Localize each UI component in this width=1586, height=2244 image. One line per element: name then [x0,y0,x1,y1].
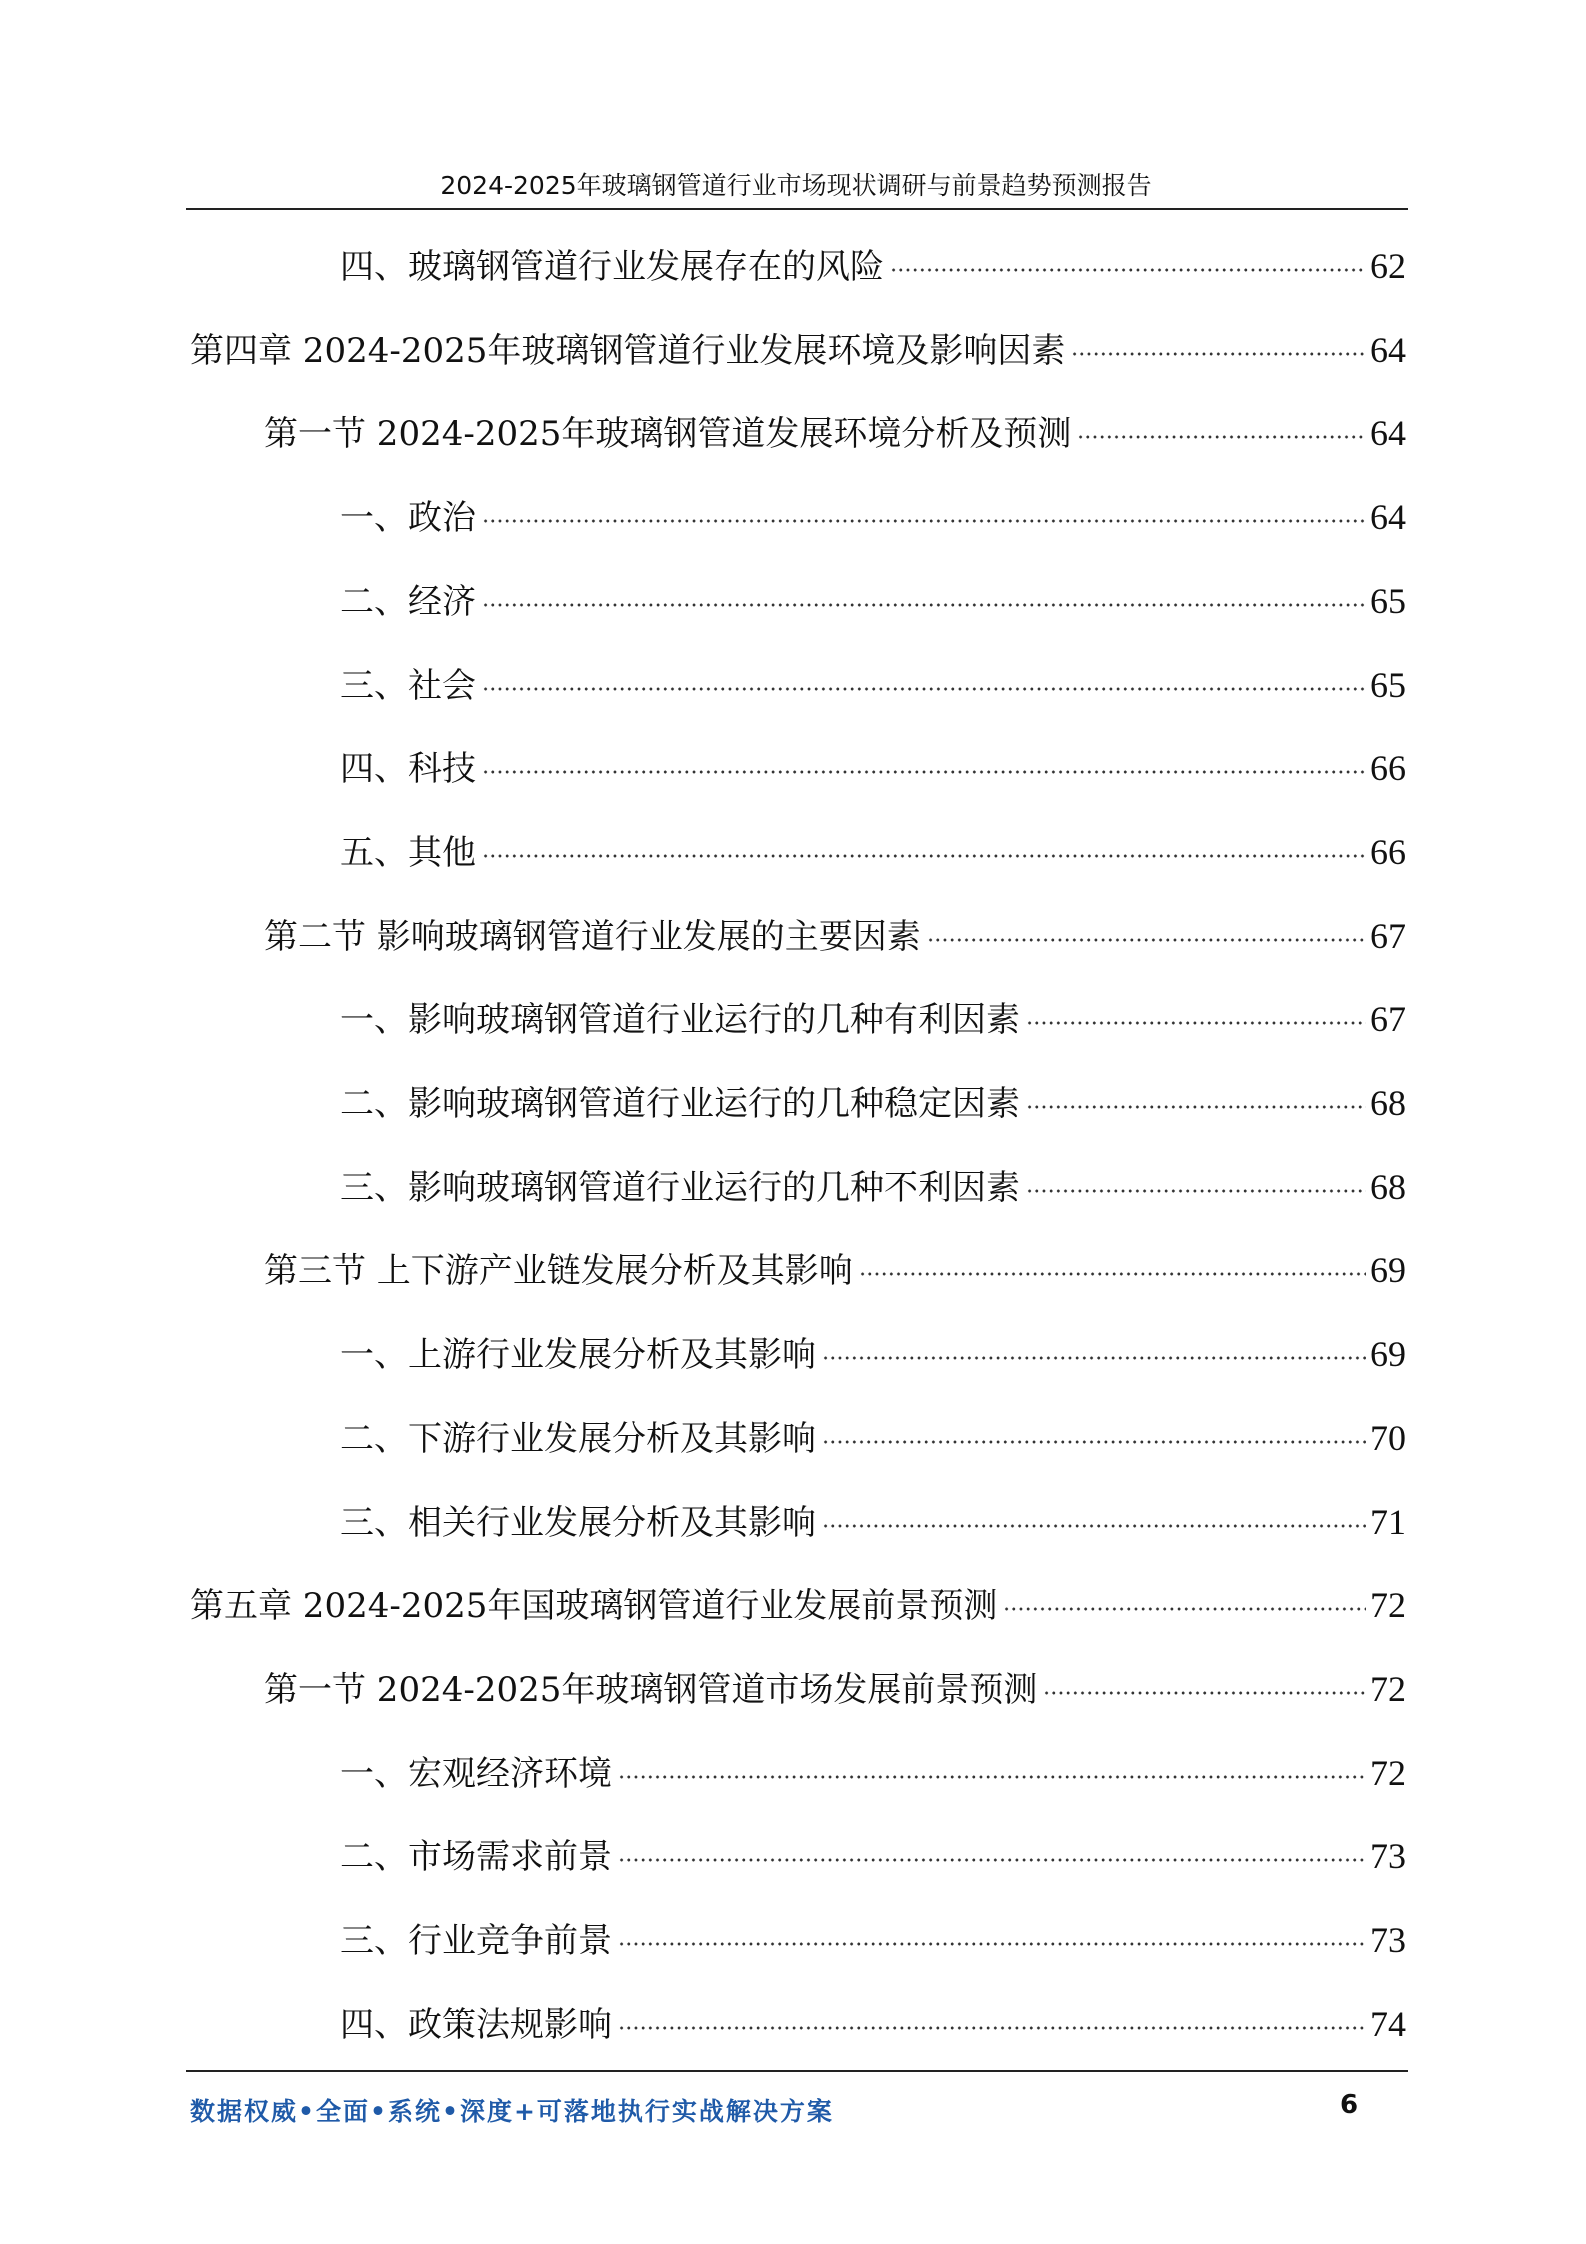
toc-entry-page-number: 64 [1370,413,1406,453]
toc-entry-page-number: 67 [1370,999,1406,1039]
toc-entry-title: 第五章 2024-2025年国玻璃钢管道行业发展前景预测 [190,1586,998,1626]
toc-entry-item[interactable] [340,1902,1406,1961]
dot-leader [1071,312,1366,362]
toc-entry-page-number: 62 [1370,246,1406,286]
toc-entry-item[interactable] [340,730,1406,789]
toc-entry-page-number: 68 [1370,1167,1406,1207]
toc-entry-page-number: 66 [1370,832,1406,872]
toc-entry-title: 一、宏观经济环境 [340,1754,612,1794]
toc-entry-item[interactable] [340,1065,1406,1124]
toc-entry-section[interactable] [264,395,1406,454]
toc-entry-title: 第一节 2024-2025年玻璃钢管道市场发展前景预测 [264,1670,1038,1710]
toc-entry-page-number: 67 [1370,916,1406,956]
toc-entry-item[interactable] [340,563,1406,622]
dot-leader [890,228,1366,278]
toc-entry-item[interactable] [340,1484,1406,1543]
toc-entry-page-number: 70 [1370,1418,1406,1458]
toc-entry-page-number: 73 [1370,1920,1406,1960]
page-number: 6 [1340,2090,1359,2120]
dot-leader [1026,1149,1366,1199]
dot-leader [1026,981,1366,1031]
dot-leader [1077,395,1366,445]
toc-entry-title: 第二节 影响玻璃钢管道行业发展的主要因素 [264,917,921,957]
dot-leader [618,1818,1366,1868]
dot-leader [859,1232,1366,1282]
toc-entry-title: 第三节 上下游产业链发展分析及其影响 [264,1251,853,1291]
dot-leader [618,1902,1366,1952]
dot-leader [927,898,1366,948]
toc-entry-section[interactable] [264,1651,1406,1710]
toc-entry-item[interactable] [340,1735,1406,1794]
dot-leader [822,1484,1366,1534]
dot-leader [1026,1065,1366,1115]
toc-entry-title: 一、影响玻璃钢管道行业运行的几种有利因素 [340,1000,1020,1040]
toc-entry-section[interactable] [264,898,1406,957]
toc-entry-page-number: 65 [1370,581,1406,621]
toc-entry-chapter[interactable] [190,1567,1406,1626]
dot-leader [482,814,1366,864]
toc-entry-item[interactable] [340,1986,1406,2045]
toc-entry-section[interactable] [264,1232,1406,1291]
dot-leader [482,563,1366,613]
dot-leader [482,730,1366,780]
dot-leader [618,1735,1366,1785]
toc-entry-page-number: 72 [1370,1753,1406,1793]
toc-entry-title: 二、市场需求前景 [340,1837,612,1877]
toc-entry-title: 第四章 2024-2025年玻璃钢管道行业发展环境及影响因素 [190,331,1066,371]
toc-entry-title: 三、影响玻璃钢管道行业运行的几种不利因素 [340,1168,1020,1208]
toc-entry-item[interactable] [340,1818,1406,1877]
toc-entry-title: 一、政治 [340,498,476,538]
toc-entry-item[interactable] [340,814,1406,873]
dot-leader [482,647,1366,697]
toc-entry-page-number: 74 [1370,2004,1406,2044]
footer-divider [186,2070,1408,2072]
running-header-title: 2024-2025年玻璃钢管道行业市场现状调研与前景趋势预测报告 [440,171,1152,200]
toc-entry-title: 一、上游行业发展分析及其影响 [340,1335,816,1375]
toc-entry-title: 四、政策法规影响 [340,2005,612,2045]
toc-entry-title: 三、行业竞争前景 [340,1921,612,1961]
dot-leader [822,1400,1366,1450]
toc-entry-title: 三、社会 [340,666,476,706]
toc-entry-item[interactable] [340,228,1406,287]
toc-entry-title: 二、下游行业发展分析及其影响 [340,1419,816,1459]
dot-leader [618,1986,1366,2036]
dot-leader [1003,1567,1366,1617]
dot-leader [482,479,1366,529]
toc-entry-page-number: 65 [1370,665,1406,705]
toc-entry-page-number: 69 [1370,1250,1406,1290]
toc-entry-title: 五、其他 [340,833,476,873]
toc-entry-title: 三、相关行业发展分析及其影响 [340,1503,816,1543]
toc-entry-item[interactable] [340,1149,1406,1208]
toc-entry-title: 四、科技 [340,749,476,789]
toc-entry-page-number: 72 [1370,1669,1406,1709]
toc-entry-item[interactable] [340,981,1406,1040]
toc-entry-page-number: 64 [1370,497,1406,537]
toc-entry-page-number: 69 [1370,1334,1406,1374]
toc-entry-title: 二、经济 [340,582,476,622]
toc-entry-page-number: 72 [1370,1585,1406,1625]
dot-leader [822,1316,1366,1366]
header-divider [186,208,1408,210]
toc-entry-page-number: 68 [1370,1083,1406,1123]
toc-entry-item[interactable] [340,1316,1406,1375]
toc-entry-item[interactable] [340,1400,1406,1459]
toc-entry-chapter[interactable] [190,312,1406,371]
toc-entry-page-number: 71 [1370,1502,1406,1542]
toc-entry-item[interactable] [340,647,1406,706]
dot-leader [1043,1651,1366,1701]
toc-entry-page-number: 73 [1370,1836,1406,1876]
toc-entry-item[interactable] [340,479,1406,538]
toc-entry-title: 第一节 2024-2025年玻璃钢管道发展环境分析及预测 [264,414,1072,454]
toc-entry-title: 四、玻璃钢管道行业发展存在的风险 [340,247,884,287]
toc-entry-page-number: 64 [1370,330,1406,370]
toc-entry-page-number: 66 [1370,748,1406,788]
footer-slogan: 数据权威•全面•系统•深度+可落地执行实战解决方案 [190,2097,834,2126]
toc-entry-title: 二、影响玻璃钢管道行业运行的几种稳定因素 [340,1084,1020,1124]
